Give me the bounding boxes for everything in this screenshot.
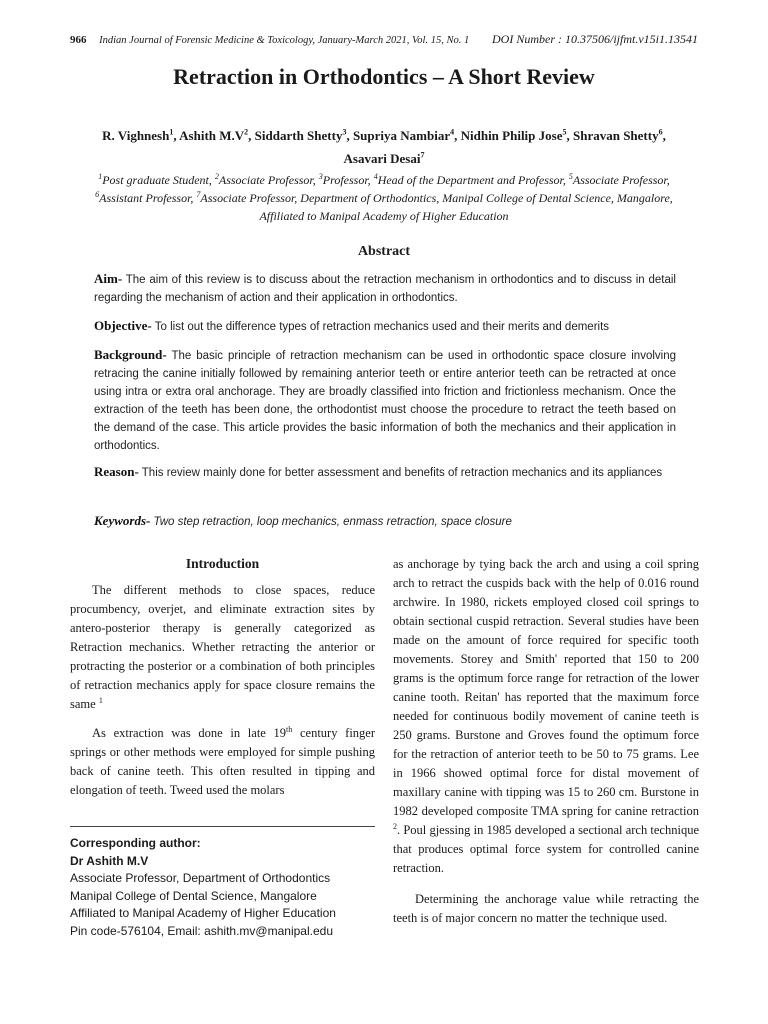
right-column [393,555,699,928]
introduction-heading: Introduction [185,556,260,571]
affil-text: Associate Professor, Department of Orthodontics, Manipal College of Dental Science, Mangalore, Affiliated to Manipal Academy of Higher Education [200,191,673,223]
author-sup: 5 [562,127,567,137]
intro-p2-text-b: century finger springs or other methods were employed for simple pushing back of canine teeth. This often resulted in tipping and elongation of teeth. Tweed used the molars [70,726,375,797]
objective-label: Objective- [94,318,152,333]
affil-sup: 4 [373,172,378,181]
intro-paragraph-2 [70,724,375,800]
keywords-text: Two step retraction, loop mechanics, enmass retraction, space closure [150,516,512,528]
author-sup: 7 [420,150,425,160]
affil-text: Associate Professor, [572,173,670,187]
body-paragraph-1 [393,555,699,878]
corresponding-label: Corresponding author: [70,836,201,850]
body-p1-text-a: as anchorage by tying back the arch and using a coil spring arch to retract the cuspids back with the help of 0.016 round archwire. In 1980, rickets employed closed coil springs to obtain sectional cuspid retraction. Several studies have been made on the amount of force required for specific tooth movements. Storey and Smith' reported that 150 to 200 grams is the optimum force range for retraction of the lower canine tooth. Reitan' has reported that the maximum force needed for continuous bodily movement of canine teeth is 250 grams. Burstone and Groves found the optimum force for the retraction of anterior teeth to be 50 to 75 grams. Lee in 1966 showed optimal force for distal movement of maxillary canine with tipping was 15 to 260 cm. Burstone in 1982 developed composite TMA spring for canine retraction [393,557,699,818]
objective-text: To list out the difference types of retraction mechanics used and their merits and demerits [151,321,610,333]
intro-p1-text: The different methods to close spaces, reduce procumbency, overjet, and eliminate extraction sites by antero-posterior therapy is generally categorized as Retraction mechanics. Whether retracting the anterior or protracting the posterior or a combination of both principles of retraction mechanics apply for space closure remains the same [70,583,375,711]
corresponding-line: Affiliated to Manipal Academy of Higher Education [70,906,336,920]
abstract-reason [94,463,676,482]
affil-sup: 1 [98,172,103,181]
author-sup: 6 [658,127,663,137]
author-sup: 4 [450,127,455,137]
body-p1-text-b: . Poul gjessing in 1985 developed a sectional arch technique that produces optimal force system for controlled canine retraction. [393,823,699,875]
affil-text: Head of the Department and Professor, [377,173,569,187]
abstract-objective [94,317,676,336]
affil-sup: 5 [568,172,573,181]
corresponding-line: Associate Professor, Department of Orthodontics [70,871,331,885]
intro-p2-text-a: As extraction was done in late 19 [92,726,287,740]
affiliations [78,171,690,225]
abstract-heading: Abstract [357,244,411,259]
author-sup: 2 [244,127,249,137]
affil-text: Associate Professor, [218,173,319,187]
citation-ref: 2 [393,821,397,831]
keywords-label: Keywords- [94,513,151,528]
corresponding-author-block [70,835,380,940]
intro-paragraph-1 [70,581,375,714]
author-name: R. Vighnesh [102,128,170,143]
running-header [70,34,698,52]
footnote-divider [70,826,375,827]
journal-citation: Indian Journal of Forensic Medicine & Toxicology, January-March 2021, Vol. 15, No. 1 [99,35,470,46]
author-name: Asavari Desai [343,151,421,166]
corresponding-email-line: Pin code-576104, Email: ashith.mv@manipal.edu [70,923,333,938]
left-column [70,581,375,800]
citation-ref: 1 [98,695,103,705]
author-list: R. Vighnesh$^1$, Ashith $M.V^2$, Siddarth Shetty$^3$, Supriya Nambiar$^4$, Nidhin Philip Jose$^5$, Shravan Shetty$^6$, Asavari Desai$^7$ [102,127,666,166]
author-name: Siddarth Shetty [254,128,343,143]
doi-number: DOI Number : 10.37506/ijfmt.v15i1.13541 [492,32,698,46]
affil-sup: 7 [196,190,201,199]
reason-label: Reason- [94,464,139,479]
background-label: Background- [94,347,167,362]
aim-label: Aim- [94,271,123,286]
affil-sup: 6 [95,190,100,199]
corresponding-name: Dr Ashith M.V [70,853,149,868]
background-text: The basic principle of retraction mechanism can be used in orthodontic space closure involving retracing the canine initially followed by remaining anterior teeth or entire anterior teeth can be retracted at once using intra or extra oral anchorage. They are broadly classified into friction and frictionless mechanism. Once the extraction of the teeth has been done, the orthodontist must choose the procedure to retract the teeth based on the demand of the case. This article provides the basic information of both the mechanics and their application in orthodontics. [94,350,676,452]
affil-text: Professor, [322,173,374,187]
author-name: Supriya Nambiar [352,128,451,143]
affil-text: Post graduate Student, [102,173,215,187]
abstract-keywords [94,512,676,531]
ordinal-sup: th [286,724,293,734]
reason-text: This review mainly done for better assessment and benefits of retraction mechanics and its appliances [138,467,663,479]
affil-sup: 3 [318,172,323,181]
body-paragraph-2: Determining the anchorage value while retracting the teeth is of major concern no matter the technique used. [393,892,699,925]
author-name: Ashith M.V [179,128,245,143]
abstract-aim [94,270,676,307]
author-name: Shravan Shetty [572,128,659,143]
author-sup: 3 [342,127,347,137]
page-number: 966 [70,34,87,46]
affil-text: Assistant Professor, [99,191,197,205]
author-name: Nidhin Philip Jose [460,128,563,143]
affil-sup: 2 [214,172,219,181]
abstract-background [94,346,676,455]
corresponding-line: Manipal College of Dental Science, Mangalore [70,888,317,903]
paper-title: Retraction in Orthodontics – A Short Review [173,64,595,89]
author-sup: 1 [169,127,174,137]
aim-text: The aim of this review is to discuss about the retraction mechanism in orthodontics and to discuss in detail regarding the mechanism of action and their application in orthodontics. [94,274,676,304]
